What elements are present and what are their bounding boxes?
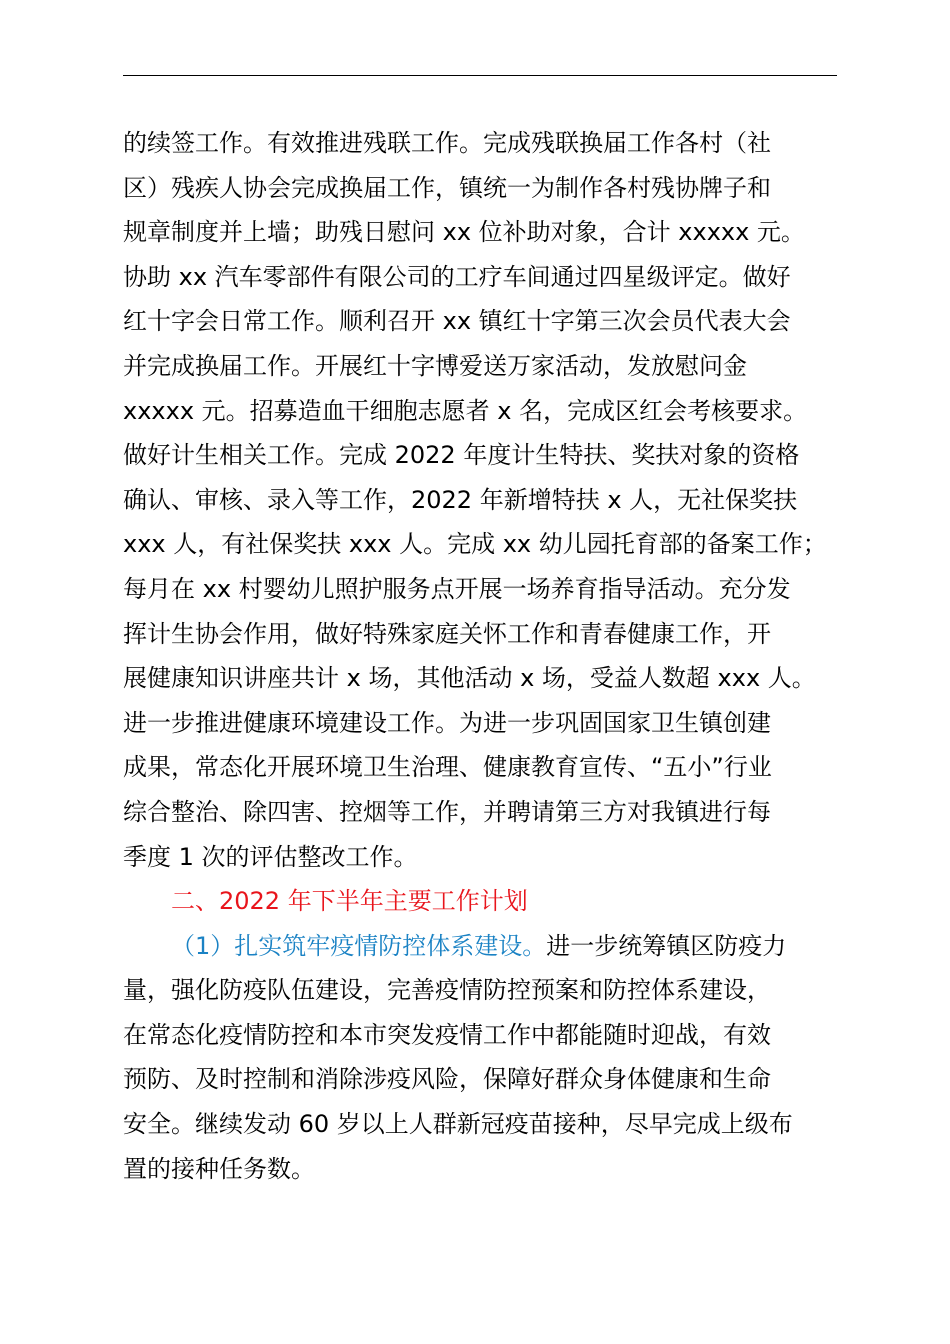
text-line — [123, 924, 883, 969]
subsection-heading: （1）扎实筑牢疫情防控体系建设。 — [171, 931, 547, 960]
text-line: 进一步推进健康环境建设工作。为进一步巩固国家卫生镇创建 — [123, 708, 771, 737]
text-line: 综合整治、除四害、控烟等工作，并聘请第三方对我镇进行每 — [123, 797, 771, 826]
text-line: 置的接种任务数。 — [123, 1154, 315, 1183]
text-line: 季度 1 次的评估整改工作。 — [123, 842, 418, 871]
text-line: 预防、及时控制和消除涉疫风险，保障好群众身体健康和生命 — [123, 1065, 771, 1094]
text-line: xxxxx 元。招募造血干细胞志愿者 x 名，完成区红会考核要求。 — [123, 396, 808, 425]
text-line: 在常态化疫情防控和本市突发疫情工作中都能随时迎战，有效 — [123, 1020, 771, 1049]
text-line: xxx 人，有社保奖扶 xxx 人。完成 xx 幼儿园托育部的备案工作； — [123, 530, 827, 559]
text-line: 展健康知识讲座共计 x 场，其他活动 x 场，受益人数超 xxx 人。 — [123, 664, 816, 693]
text-line: 的续签工作。有效推进残联工作。完成残联换届工作各村（社 — [123, 129, 771, 157]
text-line: 协助 xx 汽车零部件有限公司的工疗车间通过四星级评定。做好 — [123, 262, 791, 291]
section-heading: 二、2022 年下半年主要工作计划 — [171, 887, 528, 916]
text-line: 成果，常态化开展环境卫生治理、健康教育宣传、“五小”行业 — [123, 753, 772, 782]
text-line: 规章制度并上墙；助残日慰问 xx 位补助对象，合计 xxxxx 元。 — [123, 218, 805, 247]
text-line: 确认、审核、录入等工作，2022 年新增特扶 x 人，无社保奖扶 — [123, 485, 798, 514]
document-body — [123, 121, 883, 1191]
text-line: 区）残疾人协会完成换届工作，镇统一为制作各村残协牌子和 — [123, 173, 771, 202]
text-line: 并完成换届工作。开展红十字博爱送万家活动，发放慰问金 — [123, 351, 747, 380]
text-line: 安全。继续发动 60 岁以上人群新冠疫苗接种，尽早完成上级布 — [123, 1110, 793, 1139]
text-line: 量，强化防疫队伍建设，完善疫情防控预案和防控体系建设， — [123, 976, 771, 1005]
text-line: 红十字会日常工作。顺利召开 xx 镇红十字第三次会员代表大会 — [123, 307, 791, 336]
header-rule — [123, 75, 837, 76]
paragraph-1 — [123, 121, 883, 879]
paragraph-2 — [123, 924, 883, 1192]
text-line: 做好计生相关工作。完成 2022 年度计生特扶、奖扶对象的资格 — [123, 441, 800, 470]
paragraph-2-first-tail: 进一步统筹镇区防疫力 — [546, 931, 787, 960]
text-line: 挥计生协会作用，做好特殊家庭关怀工作和青春健康工作，开 — [123, 619, 771, 648]
text-line: 每月在 xx 村婴幼儿照护服务点开展一场养育指导活动。充分发 — [123, 574, 791, 603]
